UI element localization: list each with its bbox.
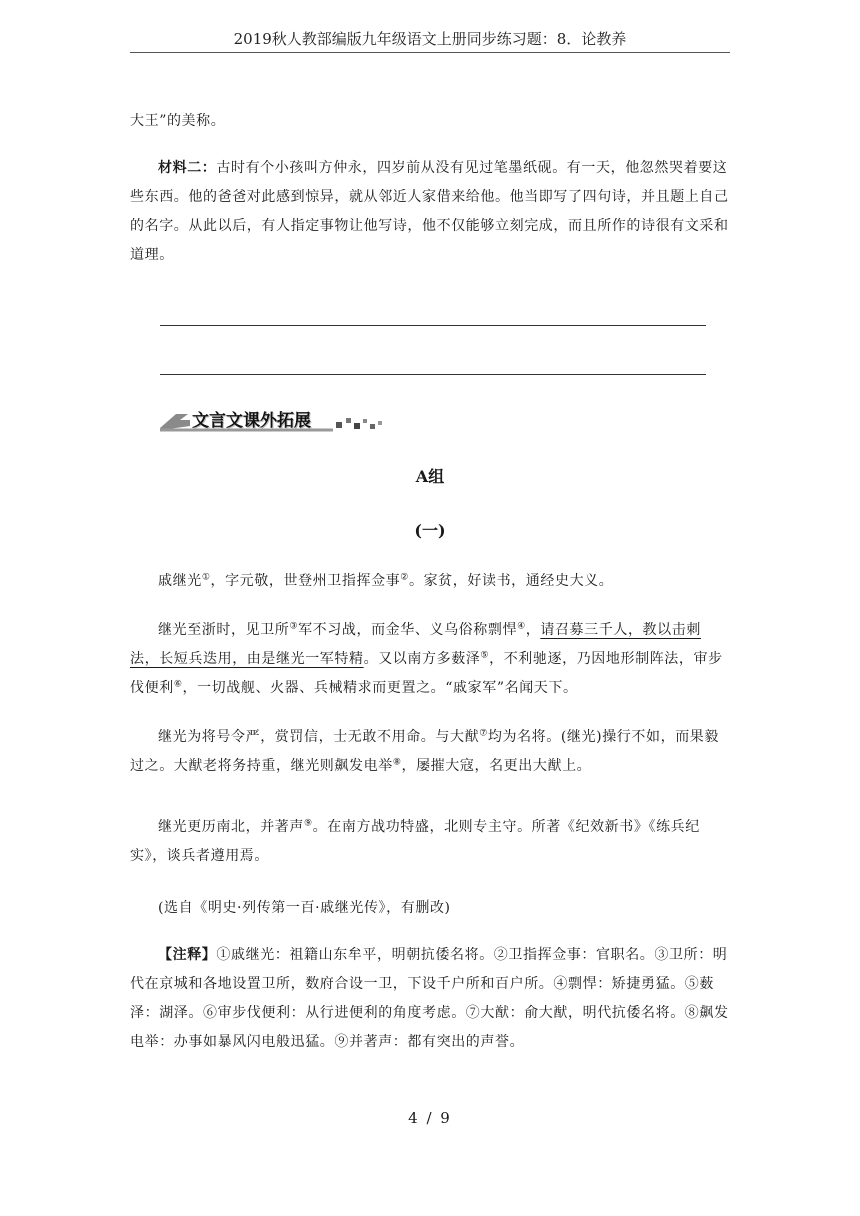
paragraph-2 (130, 616, 730, 703)
continuation-text: 大王”的美称。 (130, 113, 226, 129)
annotations-label: 【注释】 (158, 947, 217, 963)
text-span: 戚继光 (158, 573, 202, 589)
text-span: 继光更历南北，并著声 (158, 819, 304, 835)
text-span: ，不利驰逐，乃因地形制阵法，审步伐便利 (130, 651, 723, 696)
header-rule (130, 52, 730, 53)
paragraph-1 (130, 567, 730, 596)
underlined-sentence: 请召募三千人，教以击刺法，长短兵迭用，由是继光一军特精 (130, 622, 701, 667)
note-ref: ⑥ (173, 679, 183, 690)
text-span: 。在南方战功特盛，北则专主守。所著《纪效新书》《练兵纪实》，谈兵者遵用焉。 (130, 819, 700, 864)
group-title: A组 (415, 467, 445, 486)
paragraph-4 (130, 813, 730, 871)
text-span: 均为名将。(继光)操行不如，而果毅过之。大猷老将务持重，继光则飙发电举 (130, 729, 719, 774)
answer-line-2[interactable] (160, 374, 706, 375)
text-span: 。又以南方多薮泽 (363, 651, 481, 667)
text-span: 军不习战，而金华、义乌俗称剽悍 (298, 622, 518, 638)
source-citation: (选自《明史·列传第一百·戚继光传》，有删改) (158, 900, 451, 916)
note-ref: ② (400, 572, 409, 583)
text-span: 。家贫，好读书，通经史大义。 (408, 573, 614, 589)
note-ref: ⑨ (304, 818, 313, 829)
text-span: 继光为将号令严，赏罚信，士无敢不用命。与大猷 (158, 729, 480, 745)
note-ref: ① (201, 572, 211, 583)
paragraph-3 (130, 723, 730, 781)
text-span: ，字元敬，世登州卫指挥佥事 (210, 573, 401, 589)
annotations (130, 941, 730, 1057)
page-header: 2019秋人教部编版九年级语文上册同步练习题：8．论教养 (233, 30, 627, 48)
text-span: 继光至浙时，见卫所 (158, 622, 290, 638)
section-subtitle: (一) (414, 521, 446, 540)
note-ref: ⑦ (479, 728, 488, 739)
note-ref: ⑤ (480, 650, 490, 661)
text-span: ， (525, 622, 541, 638)
annotations-text: ①戚继光：祖籍山东牟平，明朝抗倭名将。②卫指挥佥事：官职名。③卫所：明代在京城和各地设置卫所，数府合设一卫，下设千户所和百户所。④剽悍：矫捷勇猛。⑤薮泽：湖泽。⑥审步伐便利：从行进便利的角度考虑。⑦大猷：俞大猷，明代抗倭名将。⑧飙发电举：办事如暴风闪电般迅猛。⑨并著声：都有突出的声誉。 (130, 947, 729, 1050)
material-two-text: 古时有个小孩叫方仲永，四岁前从没有见过笔墨纸砚。有一天，他忽然哭着要这些东西。他的爸爸对此感到惊异，就从邻近人家借来给他。他当即写了四句诗，并且题上自己的名字。从此以后，有人指定事物让他写诗，他不仅能够立刻完成，而且所作的诗很有文采和道理。 (130, 160, 729, 263)
text-span: ，一切战舰、火器、兵械精求而更置之。“戚家军”名闻天下。 (182, 680, 578, 696)
note-ref: ⑧ (392, 757, 402, 768)
material-two-label: 材料二： (158, 160, 217, 176)
text-span: ，屡摧大寇，名更出大猷上。 (401, 758, 592, 774)
page-number: 4 / 9 (408, 1109, 452, 1127)
note-ref: ④ (517, 621, 526, 632)
material-two (130, 154, 730, 270)
answer-line-1[interactable] (160, 325, 706, 326)
section-banner (158, 408, 388, 434)
section-banner-label: 文言文课外拓展 (192, 411, 311, 431)
note-ref: ③ (289, 621, 299, 632)
